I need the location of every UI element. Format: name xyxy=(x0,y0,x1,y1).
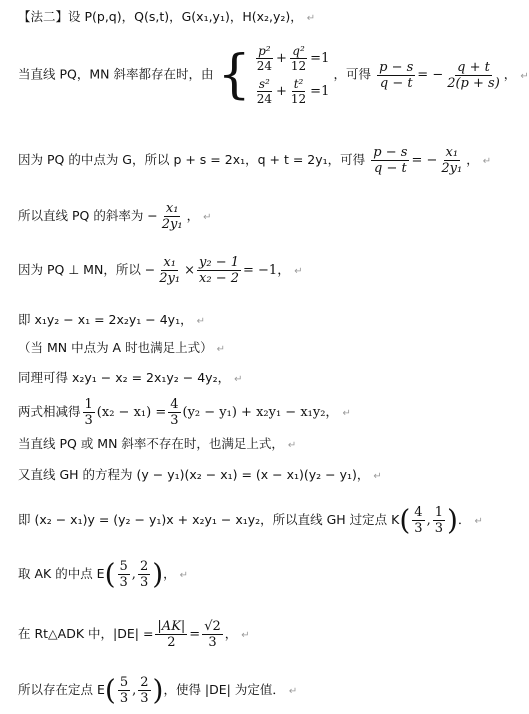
line-1-text: 设 P(p,q)，Q(s,t)，G(x₁,y₁)，H(x₂,y₂)， xyxy=(68,9,303,24)
frac-num: 4 xyxy=(170,397,179,412)
line-14 xyxy=(18,620,250,649)
frac-num: x₁ xyxy=(163,255,176,270)
frac-den: 2y₁ xyxy=(441,161,463,176)
line-4 xyxy=(18,202,212,231)
line-2 xyxy=(18,45,529,105)
line-7-text: （当 MN 中点为 A 时也满足上式） xyxy=(18,340,213,355)
frac-num: q + t xyxy=(457,59,490,75)
line-9-post: (y₂ − y₁) + x₂y₁ − x₁y₂， xyxy=(182,405,339,420)
line-14-text: 在 Rt△ADK 中，|DE| = xyxy=(18,626,154,641)
paragraph-mark-icon: ↵ xyxy=(288,686,298,697)
frac-num: q² xyxy=(292,44,305,58)
paragraph-mark-icon: ↵ xyxy=(216,344,225,355)
line-6-text: 即 x₁y₂ − x₁ = 2x₂y₁ − 4y₁， xyxy=(18,312,193,327)
frac-num: √2 xyxy=(204,619,221,634)
frac-den: x₂ − 2 xyxy=(199,271,239,286)
line-15-text: 所以存在定点 E xyxy=(18,682,105,697)
line-5 xyxy=(18,256,303,285)
paragraph-mark-icon: ↵ xyxy=(294,266,303,277)
line-2-text: 当直线 PQ，MN 斜率都存在时，由 xyxy=(18,66,214,82)
frac-den: 3 xyxy=(119,575,128,590)
system-row-1: $\frac{\text{p²}}{24}$ + $\frac{\text{q²}}{12}$ =1 xyxy=(256,44,330,73)
line-10-text: 当直线 PQ 或 MN 斜率不存在时，也满足上式， xyxy=(18,436,284,451)
equation-system xyxy=(218,45,330,105)
paragraph-mark-icon: ↵ xyxy=(196,316,205,327)
line-11 xyxy=(18,469,382,482)
paragraph-mark-icon: ↵ xyxy=(179,570,189,581)
frac-num: p² xyxy=(258,44,271,58)
frac-den: 2 xyxy=(167,635,176,650)
frac-num: p − s xyxy=(379,59,414,75)
line-15 xyxy=(18,673,298,707)
line-12-end: ． xyxy=(457,512,471,527)
line-4-end: ， xyxy=(186,208,200,223)
frac-den: 3 xyxy=(139,575,149,590)
line-12 xyxy=(18,503,483,537)
frac-den: 3 xyxy=(170,413,179,428)
comma: , xyxy=(131,567,136,582)
line-3-text: 因为 PQ 的中点为 G，所以 p + s = 2x₁，q + t = 2y₁，可得 xyxy=(18,152,366,167)
frac-den: 3 xyxy=(414,521,423,536)
comma: , xyxy=(426,513,431,528)
frac-den: 2(p + s) xyxy=(447,75,500,91)
frac-num: y₂ − 1 xyxy=(199,255,239,270)
frac-num: |AK| xyxy=(157,619,186,634)
equals-one: =1 xyxy=(310,51,330,66)
paragraph-mark-icon: ↵ xyxy=(306,13,316,24)
paragraph-mark-icon: ↵ xyxy=(234,374,243,385)
equals-one: =1 xyxy=(310,84,330,99)
left-paren: ( xyxy=(104,673,116,707)
line-9-text: 两式相减得 xyxy=(18,404,81,419)
times-sign: × xyxy=(184,263,196,278)
line-6 xyxy=(18,314,205,327)
paragraph-mark-icon: ↵ xyxy=(203,212,212,223)
frac-den: 3 xyxy=(119,691,129,706)
left-paren: ( xyxy=(399,503,411,537)
frac-num: 2 xyxy=(139,559,149,574)
system-row-2: $\frac{\text{s²}}{24}$ + $\frac{\text{t²}}{12}$ =1 xyxy=(256,77,330,106)
right-paren: ) xyxy=(447,503,458,537)
line-7 xyxy=(18,342,225,355)
line-12-text: 即 (x₂ − x₁)y = (y₂ − y₁)x + x₂y₁ − x₁y₂，所以直线 GH 过定点 K xyxy=(18,512,400,527)
line-5-end: = −1， xyxy=(243,263,291,278)
frac-den: q − t xyxy=(374,161,407,176)
frac-num: t² xyxy=(293,77,304,91)
line-9 xyxy=(18,398,351,427)
frac-den: 24 xyxy=(256,59,272,73)
line-4-text: 所以直线 PQ 的斜率为 − xyxy=(18,208,158,223)
frac-num: 5 xyxy=(119,559,128,574)
paragraph-mark-icon: ↵ xyxy=(373,471,382,482)
line-10 xyxy=(18,438,296,451)
comma: , xyxy=(132,683,137,698)
method-tag: 【法二】 xyxy=(18,9,69,24)
paragraph-mark-icon: ↵ xyxy=(241,630,250,641)
paragraph-mark-icon: ↵ xyxy=(482,156,492,167)
frac-num: x₁ xyxy=(445,145,459,160)
line-8-text: 同理可得 x₂y₁ − x₂ = 2x₁y₂ − 4y₂， xyxy=(18,370,231,385)
line-13 xyxy=(18,557,189,591)
frac-den: 2y₁ xyxy=(161,217,183,232)
frac-num: p − s xyxy=(373,145,408,160)
frac-num: s² xyxy=(258,77,270,91)
equals-minus: = − xyxy=(411,153,438,168)
line-13-end: ， xyxy=(163,566,176,581)
line-15-end: ，使得 |DE| 为定值． xyxy=(163,682,285,697)
frac-den: 3 xyxy=(434,521,443,536)
frac-den: 24 xyxy=(256,92,272,106)
line-2-end: ， xyxy=(503,66,517,82)
right-paren: ) xyxy=(152,673,164,707)
line-13-text: 取 AK 的中点 E xyxy=(18,566,105,581)
equals-minus: = − xyxy=(417,67,444,83)
frac-num: 1 xyxy=(84,397,93,412)
line-5-text: 因为 PQ ⊥ MN，所以 − xyxy=(18,262,156,277)
line-14-end: ， xyxy=(224,626,238,641)
left-paren: ( xyxy=(104,557,116,591)
frac-num: 5 xyxy=(119,675,129,690)
paragraph-mark-icon: ↵ xyxy=(342,408,351,419)
frac-num: 4 xyxy=(414,505,423,520)
frac-den: 2y₁ xyxy=(159,271,181,286)
right-paren: ) xyxy=(152,557,164,591)
line-8 xyxy=(18,372,242,385)
paragraph-mark-icon: ↵ xyxy=(287,440,297,451)
equals-sign: = xyxy=(189,627,201,642)
frac-num: 2 xyxy=(140,675,149,690)
line-9-mid: (x₂ − x₁) = xyxy=(96,405,167,420)
left-brace: { xyxy=(217,45,251,105)
line-1 xyxy=(18,11,315,24)
frac-den: q − t xyxy=(379,75,413,91)
paragraph-mark-icon: ↵ xyxy=(520,70,529,82)
frac-den: 12 xyxy=(290,59,307,73)
frac-den: 12 xyxy=(290,92,307,106)
line-3 xyxy=(18,146,491,175)
frac-den: 3 xyxy=(208,635,217,650)
frac-num: 1 xyxy=(434,505,443,520)
line-3-end: ， xyxy=(466,152,479,167)
paragraph-mark-icon: ↵ xyxy=(474,516,483,527)
frac-den: 3 xyxy=(84,413,93,428)
frac-den: 3 xyxy=(140,691,149,706)
line-2-mid: ，可得 xyxy=(333,66,371,82)
line-11-text: 又直线 GH 的方程为 (y − y₁)(x₂ − x₁) = (x − x₁)(y₂ − y₁)， xyxy=(18,467,370,482)
frac-num: x₁ xyxy=(165,201,179,216)
